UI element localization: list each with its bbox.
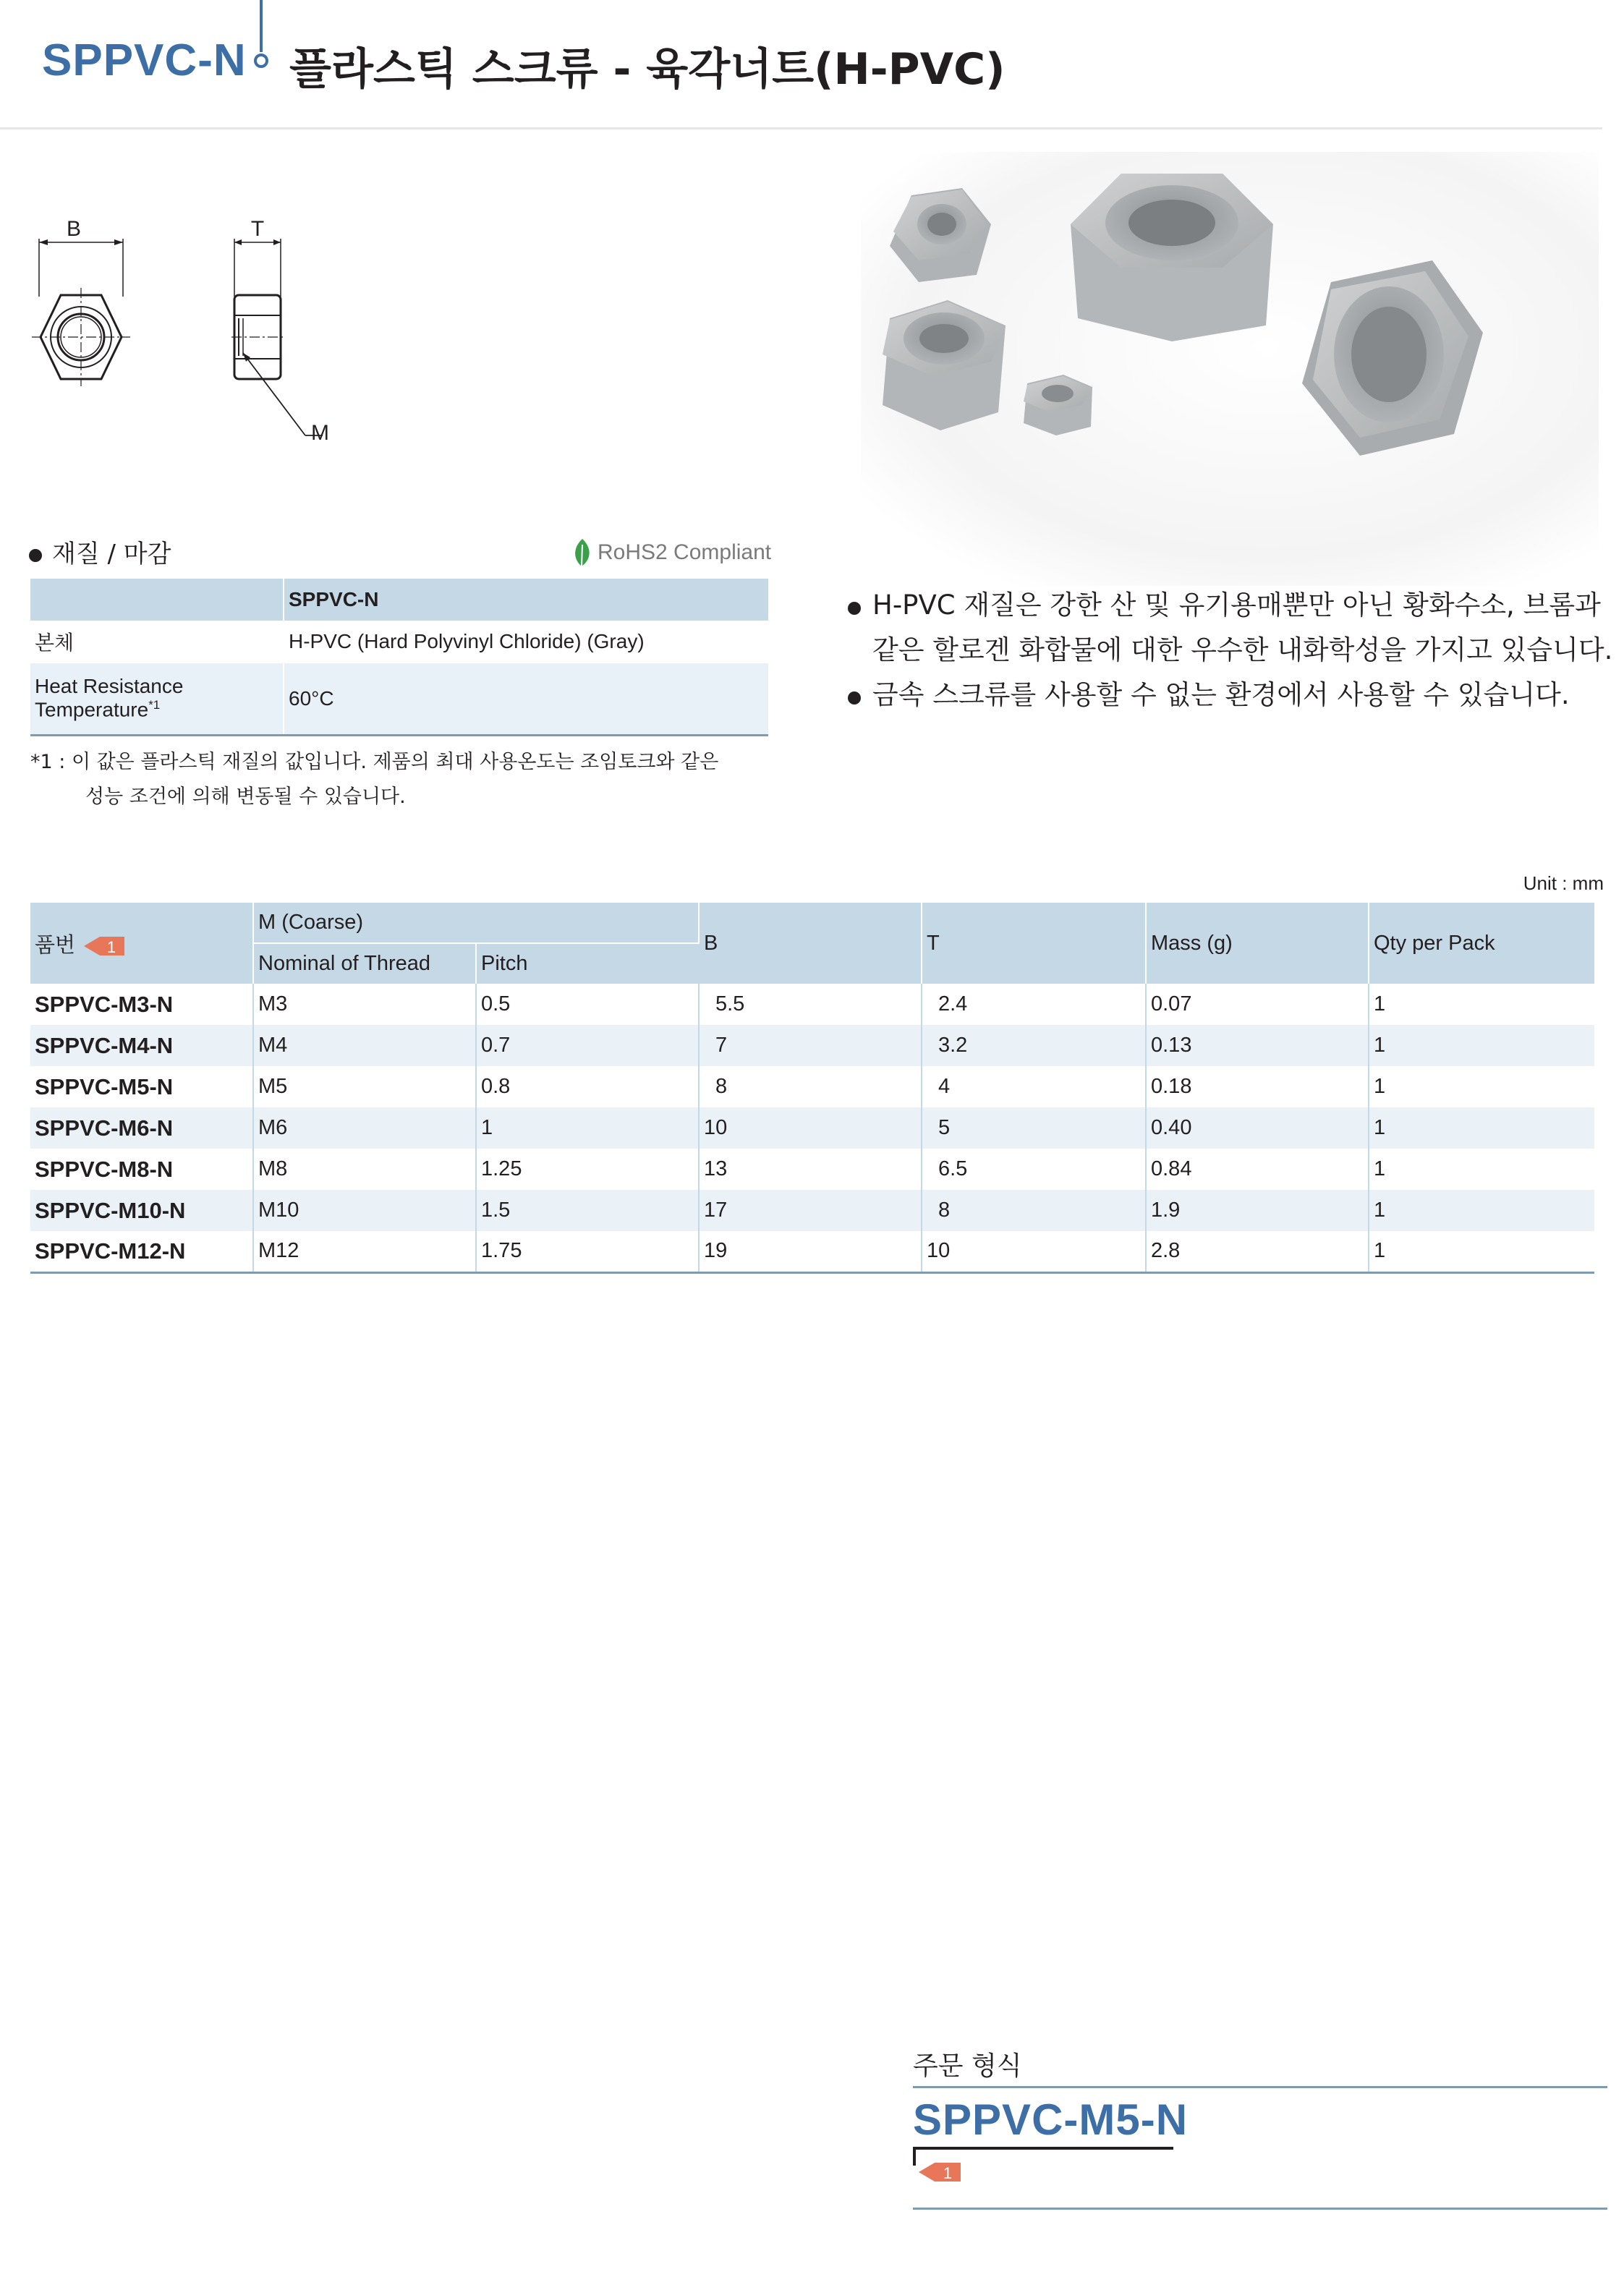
label-m: M bbox=[311, 421, 329, 445]
rohs-mark bbox=[571, 537, 771, 569]
order-reference-badge-number: 1 bbox=[943, 2164, 953, 2182]
order-format-top-rule bbox=[913, 2086, 1607, 2088]
order-format-label: 주문 형식 bbox=[913, 2051, 1022, 2081]
cell-mass: 0.13 bbox=[1146, 1025, 1369, 1066]
cell-mass: 1.9 bbox=[1146, 1190, 1369, 1231]
cell-qty: 1 bbox=[1369, 1190, 1594, 1231]
material-heading bbox=[29, 534, 171, 569]
cell-t: 2.4 bbox=[922, 984, 1146, 1025]
cell-b: 5.5 bbox=[699, 984, 922, 1025]
cell-part-no: SPPVC-M6-N bbox=[30, 1107, 253, 1149]
cell-qty: 1 bbox=[1369, 1231, 1594, 1272]
cell-pitch: 0.7 bbox=[476, 1025, 699, 1066]
cell-nominal: M6 bbox=[253, 1107, 476, 1149]
cell-pitch: 1.25 bbox=[476, 1149, 699, 1190]
spec-table bbox=[30, 903, 1594, 1274]
cell-b: 13 bbox=[699, 1149, 922, 1190]
col-header-pitch: Pitch bbox=[476, 943, 699, 984]
cell-t: 3.2 bbox=[922, 1025, 1146, 1066]
cell-mass: 0.84 bbox=[1146, 1149, 1369, 1190]
feature-item bbox=[848, 673, 1612, 718]
nut-large-center bbox=[1071, 174, 1273, 341]
material-row-value: H-PVC (Hard Polyvinyl Chloride) (Gray) bbox=[284, 621, 768, 663]
cell-part-no: SPPVC-M3-N bbox=[30, 984, 253, 1025]
cell-t: 10 bbox=[922, 1231, 1146, 1272]
material-row-body bbox=[30, 621, 768, 663]
material-table-header: SPPVC-N bbox=[284, 579, 768, 621]
cell-qty: 1 bbox=[1369, 1107, 1594, 1149]
cell-b: 19 bbox=[699, 1231, 922, 1272]
cell-b: 17 bbox=[699, 1190, 922, 1231]
feature-list bbox=[848, 583, 1612, 718]
cell-part-no: SPPVC-M10-N bbox=[30, 1190, 253, 1231]
cell-mass: 0.40 bbox=[1146, 1107, 1369, 1149]
reference-badge-icon bbox=[84, 935, 124, 957]
col-header-part-no-text: 품번 bbox=[35, 933, 76, 957]
heat-label-footnote-mark: *1 bbox=[148, 698, 161, 712]
material-table bbox=[30, 579, 768, 736]
cell-nominal: M5 bbox=[253, 1066, 476, 1107]
heat-label-line2: Temperature bbox=[35, 698, 149, 721]
cell-nominal: M12 bbox=[253, 1231, 476, 1272]
cell-part-no: SPPVC-M4-N bbox=[30, 1025, 253, 1066]
col-header-part-no bbox=[30, 903, 253, 984]
leaf-icon bbox=[571, 537, 593, 569]
nut-tiny bbox=[1024, 375, 1092, 435]
order-example-code: SPPVC-M5-N bbox=[913, 2095, 1189, 2144]
order-reference-badge-icon bbox=[919, 2161, 961, 2183]
unit-label: Unit : mm bbox=[1523, 872, 1604, 894]
feature-item-line: 같은 할로겐 화합물에 대한 우수한 내화학성을 가지고 있습니다. bbox=[872, 634, 1613, 665]
table-row bbox=[30, 1066, 1594, 1107]
nut-dimension-drawing bbox=[22, 210, 354, 456]
material-footnote bbox=[30, 745, 718, 814]
material-heading-text: 재질 / 마감 bbox=[52, 540, 171, 569]
col-header-m-group: M (Coarse) bbox=[253, 903, 699, 943]
col-header-b: B bbox=[699, 903, 922, 984]
cell-pitch: 0.5 bbox=[476, 984, 699, 1025]
cell-nominal: M8 bbox=[253, 1149, 476, 1190]
order-code-tick bbox=[913, 2147, 916, 2166]
cell-t: 8 bbox=[922, 1190, 1146, 1231]
material-row-heat bbox=[30, 663, 768, 735]
cell-mass: 0.07 bbox=[1146, 984, 1369, 1025]
rohs-text: RoHS2 Compliant bbox=[598, 540, 772, 564]
cell-qty: 1 bbox=[1374, 1075, 1386, 1098]
heat-label-line1: Heat Resistance bbox=[35, 675, 184, 698]
cell-mass: 0.18 bbox=[1146, 1066, 1369, 1107]
cell-t: 5 bbox=[922, 1107, 1146, 1149]
col-header-nominal: Nominal of Thread bbox=[253, 943, 476, 984]
order-code-underline bbox=[913, 2147, 1173, 2150]
material-row-value: 60°C bbox=[284, 663, 768, 735]
table-row bbox=[30, 1107, 1594, 1149]
col-header-t: T bbox=[922, 903, 1146, 984]
col-header-mass: Mass (g) bbox=[1146, 903, 1369, 984]
reference-badge-number: 1 bbox=[106, 937, 116, 956]
cell-t: 4 bbox=[922, 1066, 1146, 1107]
footnote-line1: *1 : 이 값은 플라스틱 재질의 값입니다. 제품의 최대 사용온도는 조임토크와 같은 bbox=[30, 751, 719, 773]
page-title: 플라스틱 스크류 - 육각너트(H-PVC) bbox=[289, 44, 1006, 95]
label-b: B bbox=[66, 217, 82, 241]
cell-pitch: 1.5 bbox=[476, 1190, 699, 1231]
table-row bbox=[30, 1190, 1594, 1231]
col-header-qty: Qty per Pack bbox=[1369, 903, 1594, 984]
cell-qty: 1 bbox=[1369, 1025, 1594, 1066]
cell-part-no: SPPVC-M5-N bbox=[30, 1066, 253, 1107]
cell-qty: 1 bbox=[1374, 1157, 1386, 1180]
table-row bbox=[30, 984, 1594, 1025]
cell-part-no: SPPVC-M12-N bbox=[30, 1231, 253, 1272]
cell-qty: 1 bbox=[1374, 992, 1386, 1016]
cell-pitch: 1.75 bbox=[476, 1231, 699, 1272]
material-table-corner bbox=[30, 579, 284, 621]
cell-nominal: M10 bbox=[253, 1190, 476, 1231]
material-row-label: 본체 bbox=[30, 621, 284, 663]
cell-pitch: 0.8 bbox=[476, 1066, 699, 1107]
product-photo bbox=[861, 152, 1599, 586]
bullet-icon bbox=[29, 549, 42, 562]
order-format-bottom-rule bbox=[913, 2208, 1607, 2210]
feature-item-line: H-PVC 재질은 강한 산 및 유기용매뿐만 아닌 황화수소, 브롬과 bbox=[872, 589, 1601, 621]
feature-item bbox=[848, 583, 1612, 673]
material-row-label bbox=[30, 663, 284, 735]
cell-mass: 2.8 bbox=[1146, 1231, 1369, 1272]
label-t: T bbox=[250, 217, 265, 241]
cell-part-no: SPPVC-M8-N bbox=[30, 1149, 253, 1190]
nut-medium-left bbox=[883, 300, 1006, 430]
table-row bbox=[30, 1025, 1594, 1066]
cell-b: 8 bbox=[699, 1066, 922, 1107]
table-row bbox=[30, 1231, 1594, 1272]
cell-b: 10 bbox=[699, 1107, 922, 1149]
cell-pitch: 1 bbox=[476, 1107, 699, 1149]
header-divider-line bbox=[260, 0, 263, 52]
footnote-line2: 성능 조건에 의해 변동될 수 있습니다. bbox=[85, 786, 406, 808]
series-code: SPPVC-N bbox=[42, 35, 247, 85]
cell-nominal: M4 bbox=[253, 1025, 476, 1066]
header-rule bbox=[0, 127, 1602, 129]
cell-t: 6.5 bbox=[922, 1149, 1146, 1190]
cell-b: 7 bbox=[699, 1025, 922, 1066]
feature-item-line: 금속 스크류를 사용할 수 없는 환경에서 사용할 수 있습니다. bbox=[872, 679, 1570, 710]
table-row bbox=[30, 1149, 1594, 1190]
cell-nominal: M3 bbox=[253, 984, 476, 1025]
header-divider-dot bbox=[254, 54, 268, 68]
